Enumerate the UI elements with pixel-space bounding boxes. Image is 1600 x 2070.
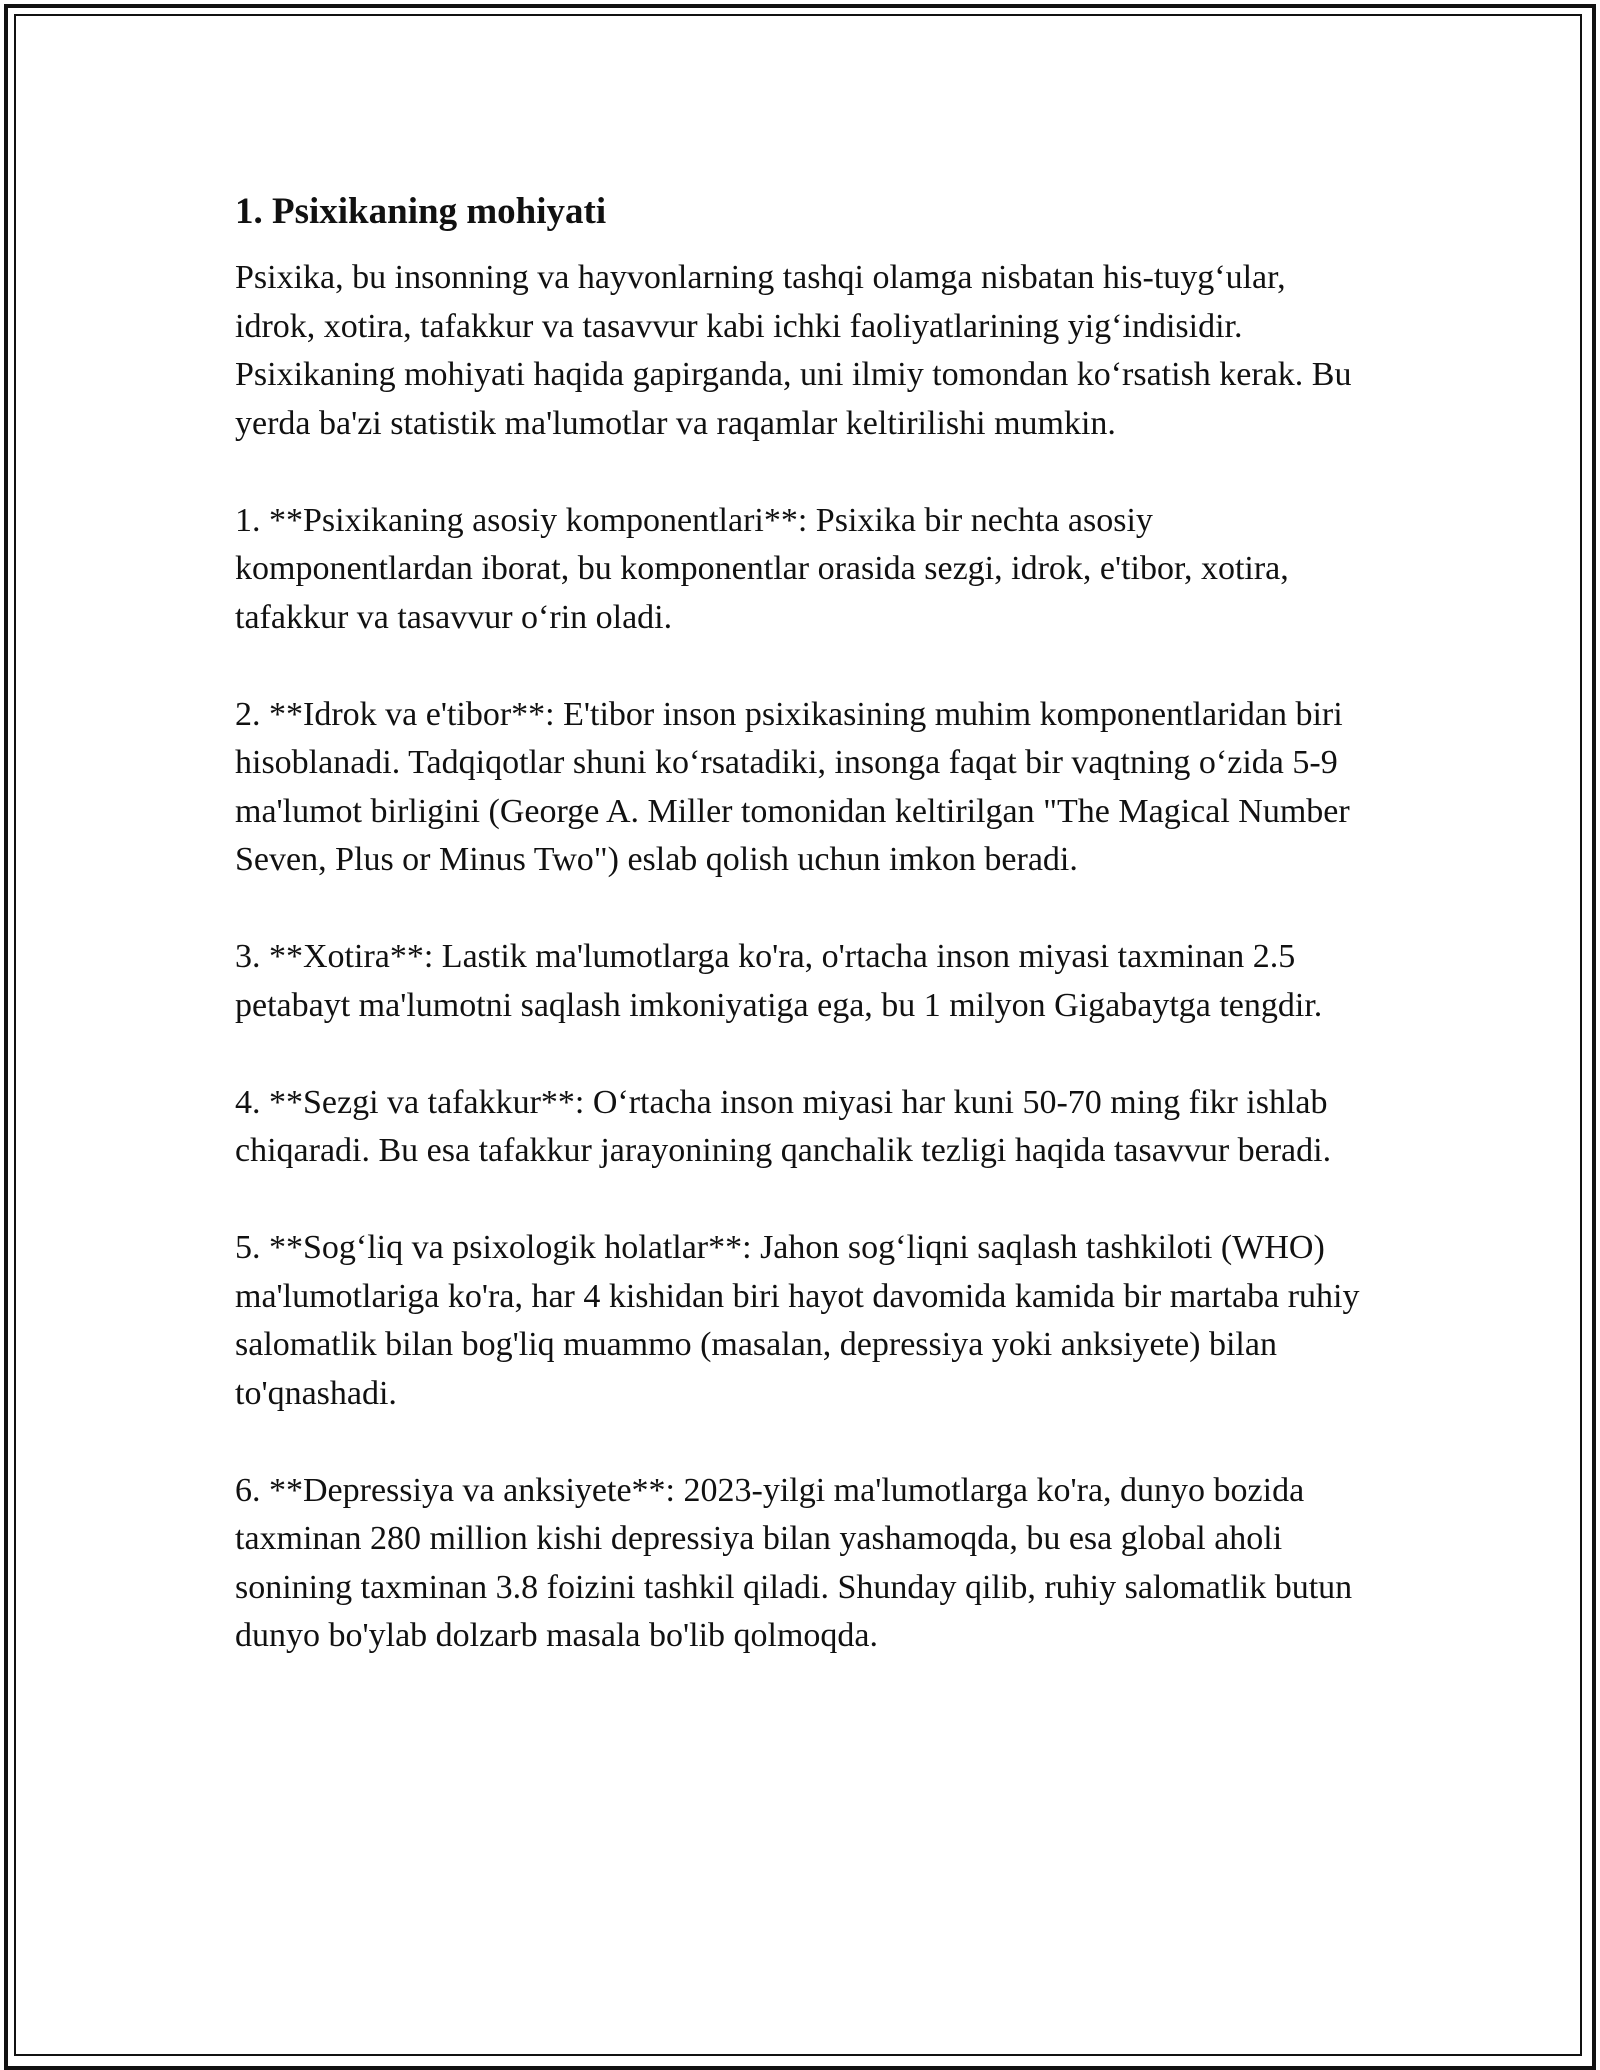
point-paragraph-1: 1. **Psixikaning asosiy komponentlari**: Psixika bir nechta asosiy komponentlardan iborat, bu komponentlar orasida sezgi, idrok, e'tibor, xotira, tafakkur va tasavvur o‘rin oladi. — [235, 501, 1289, 636]
section-heading: 1. Psixikaning mohiyati — [235, 191, 607, 232]
intro-paragraph: Psixika, bu insonning va hayvonlarning tashqi olamga nisbatan his-tuyg‘ular, idrok, xotira, tafakkur va tasavvur kabi ichki faoliyatlarining yig‘indisidir. Psixikaning mohiyati haqida gapirganda, uni ilmiy tomondan ko‘rsatish kerak. Bu yerda ba'zi statistik ma'lumotlar va raqamlar keltirilishi mumkin. — [235, 259, 1352, 442]
document-body — [235, 186, 1365, 1661]
point-paragraph-6: 6. **Depressiya va anksiyete**: 2023-yilgi ma'lumotlarga ko'ra, dunyo bozida taxminan 280 million kishi depressiya bilan yashamoqda, bu esa global aholi sonining taxminan 3.8 foizini tashkil qiladi. Shunday qilib, ruhiy salomatlik butun dunyo bo'ylab dolzarb masala bo'lib qolmoqda. — [235, 1471, 1353, 1654]
point-paragraph-4: 4. **Sezgi va tafakkur**: O‘rtacha inson miyasi har kuni 50-70 ming fikr ishlab chiqaradi. Bu esa tafakkur jarayonining qanchalik tezligi haqida tasavvur beradi. — [235, 1083, 1332, 1169]
point-paragraph-3: 3. **Xotira**: Lastik ma'lumotlarga ko'ra, o'rtacha inson miyasi taxminan 2.5 petabayt ma'lumotni saqlash imkoniyatiga ega, bu 1 milyon Gigabaytga tengdir. — [235, 938, 1323, 1024]
point-paragraph-2: 2. **Idrok va e'tibor**: E'tibor inson psixikasining muhim komponentlaridan biri hisoblanadi. Tadqiqotlar shuni ko‘rsatadiki, insonga faqat bir vaqtning o‘zida 5-9 ma'lumot birligini (George A. Miller tomonidan keltirilgan "The Magical Number Seven, Plus or Minus Two") eslab qolish uchun imkon beradi. — [235, 695, 1350, 878]
point-paragraph-5: 5. **Sog‘liq va psixologik holatlar**: Jahon sog‘liqni saqlash tashkiloti (WHO) ma'lumotlariga ko'ra, har 4 kishidan biri hayot davomida kamida bir martaba ruhiy salomatlik bilan bog'liq muammo (masalan, depressiya yoki anksiyete) bilan to'qnashadi. — [235, 1229, 1360, 1412]
